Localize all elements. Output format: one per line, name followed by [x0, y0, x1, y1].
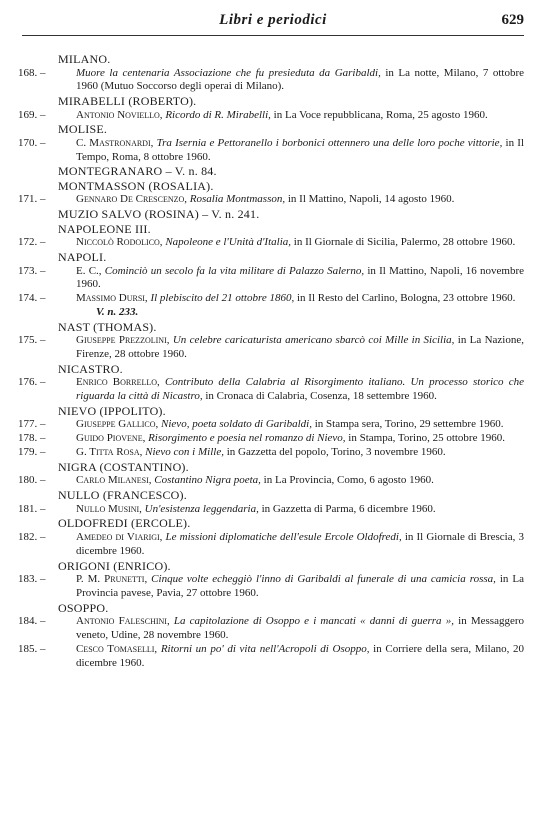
entry-author: E. C., [76, 264, 102, 277]
entry-title: Muore la centenaria Associazione che fu presieduta da Garibaldi, [76, 66, 381, 79]
entry-title: Risorgimento e poesia nel romanzo di Nievo, [145, 432, 346, 445]
entry-author: Niccolò Rodolico, [76, 236, 163, 249]
section-heading: NAPOLI. [58, 250, 107, 265]
bibliography-entry [18, 193, 524, 207]
section-heading: OLDOFREDI (ERCOLE). [58, 516, 191, 531]
entry-source: in La Provincia, Como, 6 agosto 1960. [260, 474, 434, 487]
bibliography-entry [18, 573, 524, 601]
entry-number: 173. – [18, 264, 46, 277]
section-heading: MIRABELLI (ROBERTO). [58, 94, 197, 109]
entry-source: in Il Giornale di Brescia, 3 dicembre 1960. [76, 530, 524, 557]
bibliography-entry [18, 503, 524, 517]
bibliography-entry [18, 334, 524, 362]
section-heading: MILANO. [58, 52, 111, 66]
entry-source: in Gazzetta di Parma, 6 dicembre 1960. [258, 502, 436, 515]
entry-number: 176. – [18, 376, 46, 389]
bibliography-entry [18, 615, 524, 643]
entry-title: Ritorni un po' di vita nell'Acropoli di Osoppo, [157, 642, 370, 655]
bibliography-entry [18, 446, 524, 460]
entry-source: in Corriere della sera, Milano, 20 dicembre 1960. [76, 642, 524, 669]
entry-title: Napoleone e l'Unità d'Italia, [162, 236, 292, 249]
entry-author: Gennaro De Crescenzo, [76, 193, 188, 206]
entry-title: Cinque volte echeggiò l'inno di Garibaldi al funerale di una camicia rossa, [147, 573, 496, 586]
entry-number: 174. – [18, 292, 46, 305]
page-header [22, 12, 524, 36]
entry-number: 183. – [18, 573, 46, 586]
bibliography-entry [18, 236, 524, 250]
entry-author: Amedeo di Viarigi, [76, 530, 163, 543]
section-heading: NAPOLEONE III. [58, 221, 151, 236]
cross-reference: V. n. 233. [96, 305, 139, 318]
entry-number: 181. – [18, 502, 46, 515]
page-number: 629 [501, 12, 524, 28]
bibliography-entry [18, 109, 524, 123]
entry-number: 172. – [18, 236, 46, 249]
entry-source: in La notte, Milano, 7 ottobre 1960 (Mutuo Soccorso degli operai di Milano). [76, 66, 524, 93]
entry-number: 168. – [18, 66, 46, 79]
entry-number: 169. – [18, 108, 46, 121]
section-heading: NULLO (FRANCESCO). [58, 488, 187, 503]
section-heading: NIGRA (COSTANTINO). [58, 459, 189, 474]
entry-author: Carlo Milanesi, [76, 474, 152, 487]
entry-number: 184. – [18, 615, 46, 628]
entry-author: C. Mastronardi, [76, 136, 154, 149]
section-heading: MOLISE. [58, 122, 108, 137]
section-heading: ORIGONI (ENRICO). [58, 558, 171, 573]
entry-author: Giuseppe Gallico, [76, 418, 159, 431]
entry-author: P. M. Prunetti, [76, 573, 148, 586]
entry-source: in La Nazione, Firenze, 28 ottobre 1960. [76, 334, 524, 361]
entry-author: Massimo Dursi, [76, 292, 148, 305]
entry-source: in La Voce repubblicana, Roma, 25 agosto 1960. [270, 108, 488, 121]
entry-source: in Cronaca di Calabria, Cosenza, 18 settembre 1960. [202, 390, 437, 403]
entry-author: Cesco Tomaselli, [76, 642, 158, 655]
section-heading: NIEVO (IPPOLITO). [58, 403, 166, 418]
bibliography-entry [18, 376, 524, 404]
entry-title: Tra Isernia e Pettoranello i borbonici ottennero una delle loro poche vittorie, [153, 136, 503, 149]
entry-author: Guido Piovene, [76, 432, 146, 445]
section-heading: NAST (THOMAS). [58, 319, 157, 334]
entry-title: Ricordo di R. Mirabelli, [162, 108, 271, 121]
section-heading: MONTEGRANARO – V. n. 84. [58, 164, 217, 179]
entry-number: 178. – [18, 432, 46, 445]
entry-title: Rosalia Montmasson, [187, 193, 286, 206]
entry-author: Enrico Borrello, [76, 376, 160, 389]
entry-author: Nullo Musini, [76, 502, 142, 515]
entry-title: Un celebre caricaturista americano sbarcò coi Mille in Sicilia, [169, 334, 455, 347]
entry-source: in La Provincia pavese, Pavia, 27 ottobre 1960. [76, 573, 524, 599]
bibliography-entry [18, 531, 524, 559]
entry-number: 171. – [18, 193, 46, 206]
entry-title: Le missioni diplomatiche dell'esule Ercole Oldofredi, [162, 530, 402, 543]
bibliography-entry [18, 418, 524, 432]
bibliography-entry [18, 292, 524, 306]
entry-source: in Il Tempo, Roma, 8 ottobre 1960. [76, 136, 525, 163]
bibliography-entry [18, 265, 524, 293]
entry-title: Un'esistenza leggendaria, [141, 502, 259, 515]
entry-source: in Stampa sera, Torino, 29 settembre 1960. [311, 418, 504, 431]
header-rule [22, 35, 524, 36]
entry-title: Contributo della Calabria al Risorgimento italiano. Un processo storico che riguarda la città di Nicastro, [76, 376, 524, 403]
bibliography-entry [18, 643, 524, 671]
entry-number: 185. – [18, 642, 46, 655]
entry-title: Il plebiscito del 21 ottobre 1860, [147, 292, 295, 305]
section-heading: MONTMASSON (ROSALIA). [58, 178, 214, 193]
bibliography-entry [18, 67, 524, 95]
entry-author: Antonio Faleschini, [76, 615, 170, 628]
entry-author: Antonio Noviello, [76, 108, 163, 121]
entry-number: 177. – [18, 418, 46, 431]
entry-title: Cominciò un secolo fa la vita militare di Palazzo Salerno, [101, 264, 365, 277]
section-heading: OSOPPO. [58, 600, 109, 615]
entry-title: Costantino Nigra poeta, [151, 474, 261, 487]
entry-source: in Stampa, Torino, 25 ottobre 1960. [345, 432, 505, 445]
entry-number: 180. – [18, 474, 46, 487]
entry-source: in Messaggero veneto, Udine, 28 novembre 1960. [76, 615, 525, 641]
entry-number: 175. – [18, 334, 46, 347]
entry-title: Nievo, poeta soldato di Garibaldi, [158, 418, 312, 431]
bibliography-entry [18, 432, 524, 446]
entry-number: 182. – [18, 530, 46, 543]
bibliography-entry [18, 137, 524, 165]
bibliography-list [18, 52, 524, 670]
entry-author: G. Titta Rosa, [76, 446, 143, 459]
entry-number: 170. – [18, 136, 46, 149]
entry-number: 179. – [18, 446, 46, 459]
entry-title: Nievo con i Mille, [142, 446, 224, 459]
bibliography-entry [18, 474, 524, 488]
entry-source: in Il Giornale di Sicilia, Palermo, 28 ottobre 1960. [291, 236, 516, 249]
running-title: Libri e periodici [219, 12, 327, 28]
entry-title: La capitolazione di Osoppo e i mancati « danni di guerra », [169, 615, 454, 628]
entry-source: in Il Mattino, Napoli, 14 agosto 1960. [285, 193, 455, 206]
entry-source: in Il Resto del Carlino, Bologna, 23 ottobre 1960. [294, 292, 516, 305]
section-heading: MUZIO SALVO (ROSINA) – V. n. 241. [58, 207, 260, 222]
entry-author: Giuseppe Prezzolini, [76, 334, 170, 347]
entry-source: in Gazzetta del popolo, Torino, 3 novembre 1960. [223, 446, 446, 459]
section-heading: NICASTRO. [58, 361, 123, 376]
entry-source: in Il Mattino, Napoli, 16 novembre 1960. [76, 264, 525, 291]
